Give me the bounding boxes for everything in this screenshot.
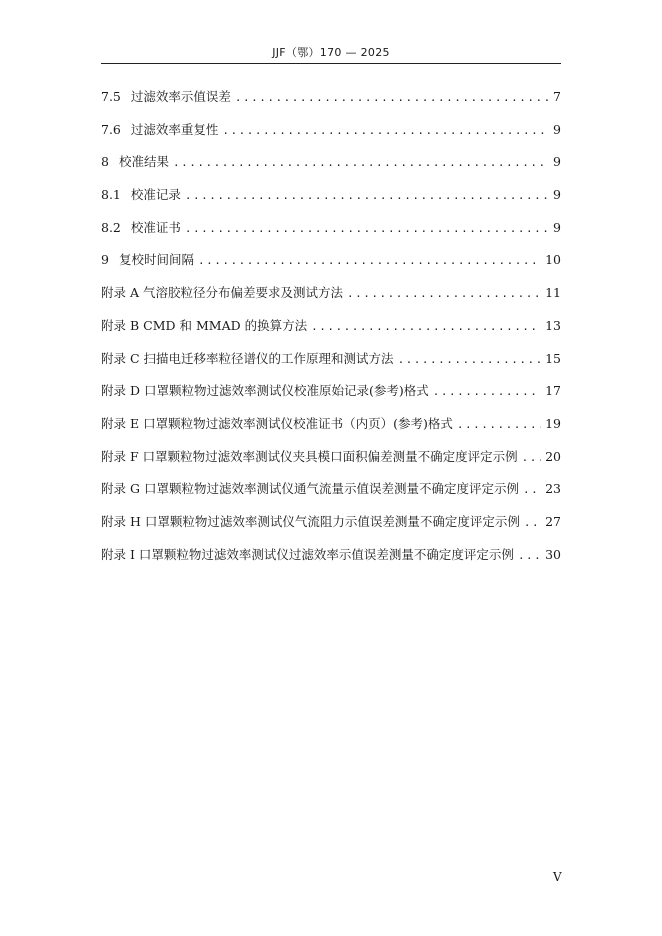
toc-dot-leader: [185, 221, 549, 237]
toc-entry[interactable]: [101, 187, 561, 220]
toc-entry-number: 8: [101, 154, 109, 170]
toc-dot-leader: [222, 123, 549, 139]
toc-entry-number: 7.6: [101, 121, 121, 137]
toc-entry[interactable]: [101, 220, 561, 253]
toc-entry[interactable]: [101, 514, 561, 547]
toc-dot-leader: [185, 188, 549, 204]
toc-entry-title: 校准记录: [130, 187, 181, 203]
toc-entry[interactable]: [101, 416, 561, 449]
toc-entry-title: 校准证书: [130, 219, 181, 235]
toc-entry[interactable]: [101, 449, 561, 482]
toc-entry-number: 附录 H: [101, 513, 141, 529]
toc-entry-number: 8.1: [101, 187, 121, 203]
toc-entry-number: 附录 A: [101, 285, 140, 301]
toc-entry-number: 7.5: [101, 89, 121, 104]
toc-entry-page: 19: [545, 415, 561, 431]
toc-entry-title: 气溶胶粒径分布偏差要求及测试方法: [143, 285, 344, 301]
toc-entry-title: 口罩颗粒物过滤效率测试仪过滤效率示值误差测量不确定度评定示例: [138, 546, 514, 562]
toc-entry-title: 口罩颗粒物过滤效率测试仪气流阻力示值误差测量不确定度评定示例: [144, 513, 520, 529]
toc-dot-leader: [522, 450, 541, 466]
toc-dot-leader: [311, 319, 541, 335]
toc-entry-number: 附录 B: [101, 317, 140, 333]
toc-entry-title: 口罩颗粒物过滤效率测试仪通气流量示值误差测量不确定度评定示例: [143, 481, 519, 497]
toc-entry[interactable]: [101, 351, 561, 384]
toc-entry-page: 27: [545, 513, 561, 529]
page-number: V: [553, 870, 562, 884]
toc-dot-leader: [198, 253, 541, 269]
toc-entry-page: 15: [545, 350, 561, 366]
header-rule: [101, 63, 561, 64]
toc-entry-title: CMD 和 MMAD 的换算方法: [143, 317, 308, 333]
toc-entry-page: 10: [545, 252, 561, 268]
toc-entry-title: 口罩颗粒物过滤效率测试仪校准原始记录(参考)格式: [144, 383, 429, 399]
toc-entry-page: 30: [545, 546, 561, 562]
toc-dot-leader: [523, 482, 541, 498]
toc-entry-number: 附录 E: [101, 415, 140, 431]
toc-entry-number: 附录 G: [101, 481, 140, 497]
toc-entry-title: 过滤效率重复性: [130, 121, 219, 137]
toc-entry-number: 附录 F: [101, 448, 139, 464]
toc-entry-number: 附录 C: [101, 350, 140, 366]
toc-entry-number: 附录 I: [101, 546, 135, 562]
toc-entry-page: 9: [553, 121, 561, 137]
toc-entry-number: 8.2: [101, 219, 121, 235]
toc-entry-title: 口罩颗粒物过滤效率测试仪夹具模口面积偏差测量不确定度评定示例: [142, 448, 518, 464]
toc-entry-page: 11: [545, 285, 561, 301]
toc-dot-leader: [398, 352, 542, 368]
toc-entry[interactable]: [101, 481, 561, 514]
toc-entry-page: 23: [545, 481, 561, 497]
toc-entry[interactable]: [101, 89, 561, 122]
toc-entry-page: 7: [553, 89, 561, 104]
toc-dot-leader: [433, 384, 541, 400]
toc-entry-title: 复校时间间隔: [118, 252, 194, 268]
toc-entry[interactable]: [101, 154, 561, 187]
toc-dot-leader: [524, 515, 541, 531]
toc-dot-leader: [457, 417, 541, 433]
toc-entry-page: 17: [545, 383, 561, 399]
toc-entry-number: 9: [101, 252, 109, 268]
toc-entry-title: 扫描电迁移率粒径谱仪的工作原理和测试方法: [143, 350, 394, 366]
toc-entry-title: 校准结果: [118, 154, 169, 170]
toc-entry[interactable]: [101, 122, 561, 155]
toc-entry[interactable]: [101, 547, 561, 580]
toc-entry-page: 9: [553, 187, 561, 203]
toc-entry-page: 9: [553, 219, 561, 235]
toc-entry-page: 13: [545, 317, 561, 333]
toc-entry-title: 过滤效率示值误差: [130, 89, 231, 104]
toc-entry[interactable]: [101, 383, 561, 416]
table-of-contents: [101, 89, 561, 579]
toc-entry-title: 口罩颗粒物过滤效率测试仪校准证书（内页）(参考)格式: [143, 415, 453, 431]
toc-entry[interactable]: [101, 252, 561, 285]
toc-dot-leader: [518, 548, 541, 564]
toc-dot-leader: [347, 286, 541, 302]
toc-entry-page: 20: [545, 448, 561, 464]
toc-entry[interactable]: [101, 285, 561, 318]
toc-entry[interactable]: [101, 318, 561, 351]
toc-entry-page: 9: [553, 154, 561, 170]
toc-dot-leader: [235, 90, 549, 106]
toc-dot-leader: [173, 155, 549, 171]
page-header: JJF（鄂）170 — 2025: [272, 46, 390, 59]
toc-entry-number: 附录 D: [101, 383, 140, 399]
